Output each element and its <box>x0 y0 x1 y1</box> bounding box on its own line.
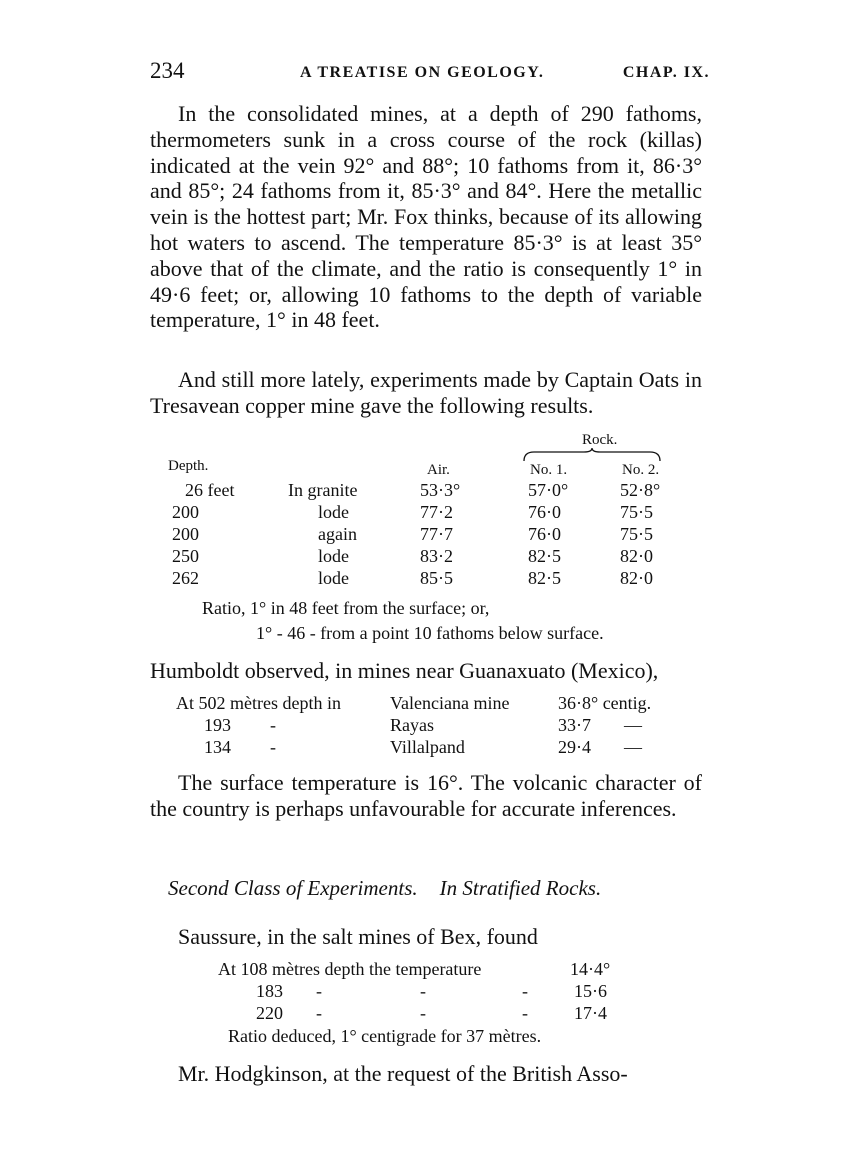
paragraph-consolidated-mines: In the consolidated mines, at a depth of 290 fathoms, thermometers sunk in a cross course of the rock (killas) indicated at the vein 92° and 88°; 10 fathoms from it, 86·3° and 85°; 24 fathoms from it, 85·3° and 84°. Here the metallic vein is the hottest part; Mr. Fox thinks, because of its allowing hot waters to ascend. The temperature 85·3° is at least 35° above that of the climate, and the ratio is consequently 1° in 49·6 feet; or, allowing 10 fathoms to the depth of variable temperature, 1° in 48 feet. <box>150 101 702 333</box>
table-cell: 76·0 <box>528 502 561 522</box>
table-cell: 36·8° centig. <box>558 693 652 713</box>
table-cell: 183 <box>256 981 283 1001</box>
table-cell: 29·4 <box>558 737 591 757</box>
table-cell: 57·0° <box>528 480 569 500</box>
table-cell: Rayas <box>390 715 434 735</box>
table-cell: 200 <box>172 524 199 544</box>
section-heading <box>168 876 601 901</box>
table-cell: 83·2 <box>420 546 453 566</box>
ratio-deduced: Ratio deduced, 1° centigrade for 37 mètres. <box>228 1026 542 1046</box>
table-cell: 193 <box>204 715 231 735</box>
table-cell: - <box>316 981 322 1001</box>
header-air: Air. <box>427 462 450 478</box>
section-title-part2: In Stratified Rocks. <box>439 876 602 900</box>
table-cell: 15·6 <box>574 981 607 1001</box>
table-cell: 77·7 <box>420 524 453 544</box>
table-cell: lode <box>318 502 349 522</box>
table-cell: 53·3° <box>420 480 461 500</box>
page-number: 234 <box>150 58 185 83</box>
table-cell: 82·5 <box>528 568 561 588</box>
table-cell: 76·0 <box>528 524 561 544</box>
rock-brace-icon <box>522 448 662 462</box>
table-cell: 82·0 <box>620 568 653 588</box>
table-cell: 262 <box>172 568 199 588</box>
paragraph-humboldt: Humboldt observed, in mines near Guanaxuato (Mexico), <box>150 658 659 683</box>
table-cell: - <box>270 715 276 735</box>
table-cell: 52·8° <box>620 480 661 500</box>
header-rock-no1: No. 1. <box>530 462 568 478</box>
table-cell: At 108 mètres depth the temperature <box>218 959 482 979</box>
running-header <box>150 58 710 88</box>
table-cell: 14·4° <box>570 959 611 979</box>
table-cell: - <box>522 981 528 1001</box>
table-cell: 220 <box>256 1003 283 1023</box>
table-cell: — <box>624 737 642 757</box>
ratio-line-1: Ratio, 1° in 48 feet from the surface; or, <box>202 598 490 618</box>
table-cell: 82·0 <box>620 546 653 566</box>
rock-group-label: Rock. <box>582 432 618 448</box>
chapter-label: CHAP. IX. <box>622 64 710 81</box>
table-cell: Valenciana mine <box>390 693 510 713</box>
paragraph-captain-oats: And still more lately, experiments made by Captain Oats in Tresavean copper mine gave the following results. <box>150 367 702 418</box>
table-cell: 26 feet <box>185 480 235 500</box>
table-cell: lode <box>318 568 349 588</box>
table-cell: At 502 mètres depth in <box>176 693 341 713</box>
table-cell: 75·5 <box>620 524 653 544</box>
section-title-part1: Second Class of Experiments. <box>168 876 418 900</box>
table-cell: In granite <box>288 480 358 500</box>
table-cell: 82·5 <box>528 546 561 566</box>
paragraph-saussure: Saussure, in the salt mines of Bex, found <box>178 924 538 949</box>
running-title: A TREATISE ON GEOLOGY. <box>300 64 545 81</box>
paragraph-hodgkinson: Mr. Hodgkinson, at the request of the British Asso- <box>178 1061 628 1086</box>
table-cell: - <box>420 981 426 1001</box>
header-depth: Depth. <box>168 458 209 474</box>
table-cell: 77·2 <box>420 502 453 522</box>
table-cell: 134 <box>204 737 231 757</box>
table-cell: — <box>624 715 642 735</box>
table-cell: 17·4 <box>574 1003 607 1023</box>
table-cell: 200 <box>172 502 199 522</box>
table-cell: 85·5 <box>420 568 453 588</box>
table-cell: 33·7 <box>558 715 591 735</box>
ratio-line-2: 1° - 46 - from a point 10 fathoms below surface. <box>256 623 604 643</box>
paragraph-surface-temperature: The surface temperature is 16°. The volcanic character of the country is perhaps unfavourable for accurate inferences. <box>150 770 702 821</box>
table-cell: - <box>270 737 276 757</box>
header-rock-no2: No. 2. <box>622 462 660 478</box>
table-cell: lode <box>318 546 349 566</box>
table-cell: - <box>522 1003 528 1023</box>
table-cell: - <box>316 1003 322 1023</box>
table-cell: - <box>420 1003 426 1023</box>
table-cell: 75·5 <box>620 502 653 522</box>
table-cell: 250 <box>172 546 199 566</box>
table-cell: Villalpand <box>390 737 465 757</box>
table-cell: again <box>318 524 357 544</box>
